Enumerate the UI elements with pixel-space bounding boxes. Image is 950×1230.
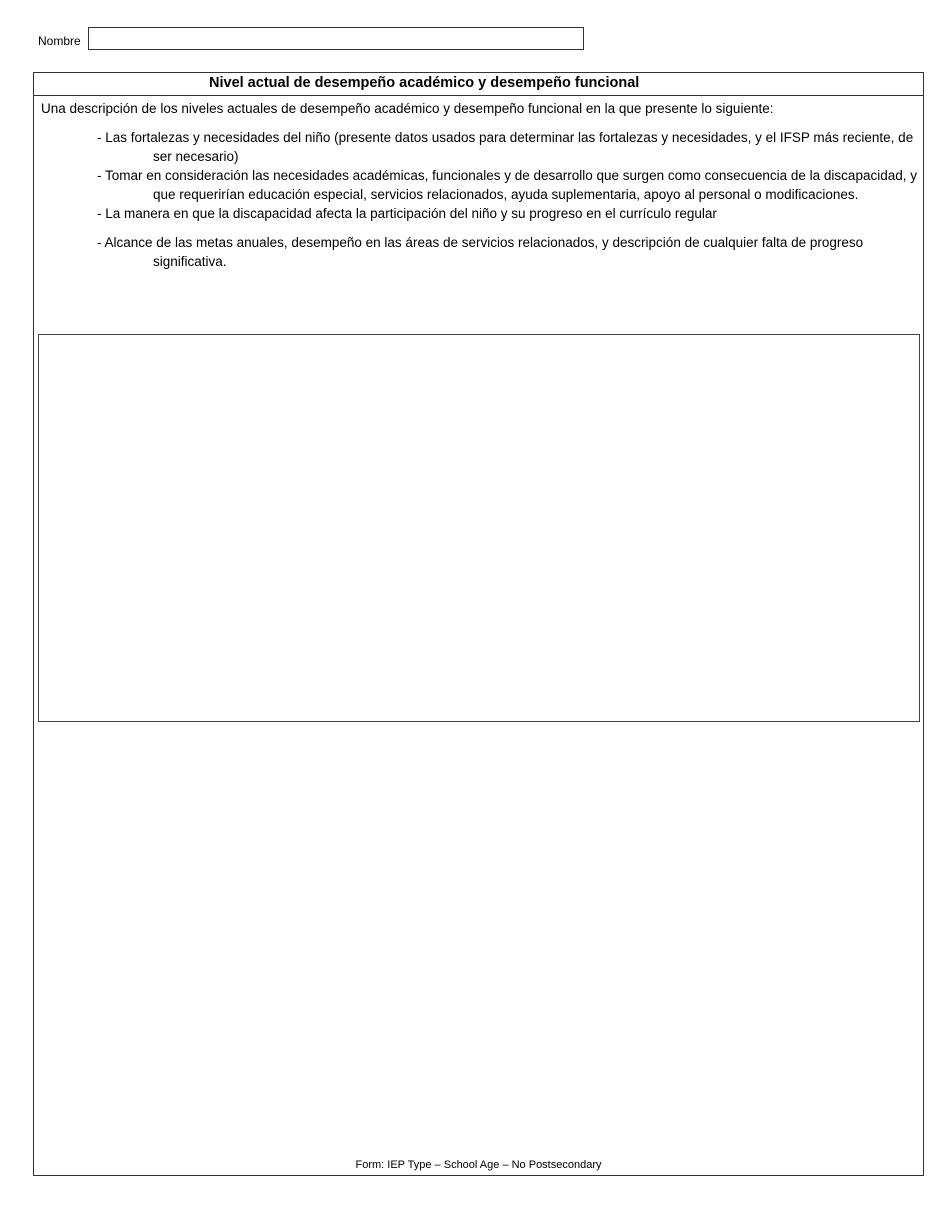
section-title-bar: [34, 73, 923, 96]
section-intro: Una descripción de los niveles actuales de desempeño académico y desempeño funcional en la que presente lo siguiente:: [41, 101, 774, 116]
form-footer: Form: IEP Type – School Age – No Postsecondary: [355, 1159, 602, 1171]
instruction-item-participation: - La manera en que la discapacidad afecta la participación del niño y su progreso en el currículo regular: [97, 206, 717, 221]
instruction-item-needs: - Tomar en consideración las necesidades académicas, funcionales y de desarrollo que surgen como consecuencia de la discapacidad, y que requerirían educación especial, servicios relacionados, ayuda suplementaria, apoyo al personal o modificaciones.: [97, 168, 917, 202]
instruction-list: [97, 128, 923, 271]
instruction-item-strengths: - Las fortalezas y necesidades del niño (presente datos usados para determinar las fortalezas y necesidades, y el IFSP más reciente, de ser necesario): [97, 130, 914, 164]
name-label: Nombre: [38, 34, 81, 48]
form-section: [33, 72, 924, 1176]
performance-description-field[interactable]: [38, 334, 920, 722]
name-field[interactable]: [88, 27, 584, 50]
instruction-item-goals: - Alcance de las metas anuales, desempeño en las áreas de servicios relacionados, y descripción de cualquier falta de progreso significativa.: [97, 235, 864, 269]
section-title: Nivel actual de desempeño académico y desempeño funcional: [209, 75, 640, 91]
